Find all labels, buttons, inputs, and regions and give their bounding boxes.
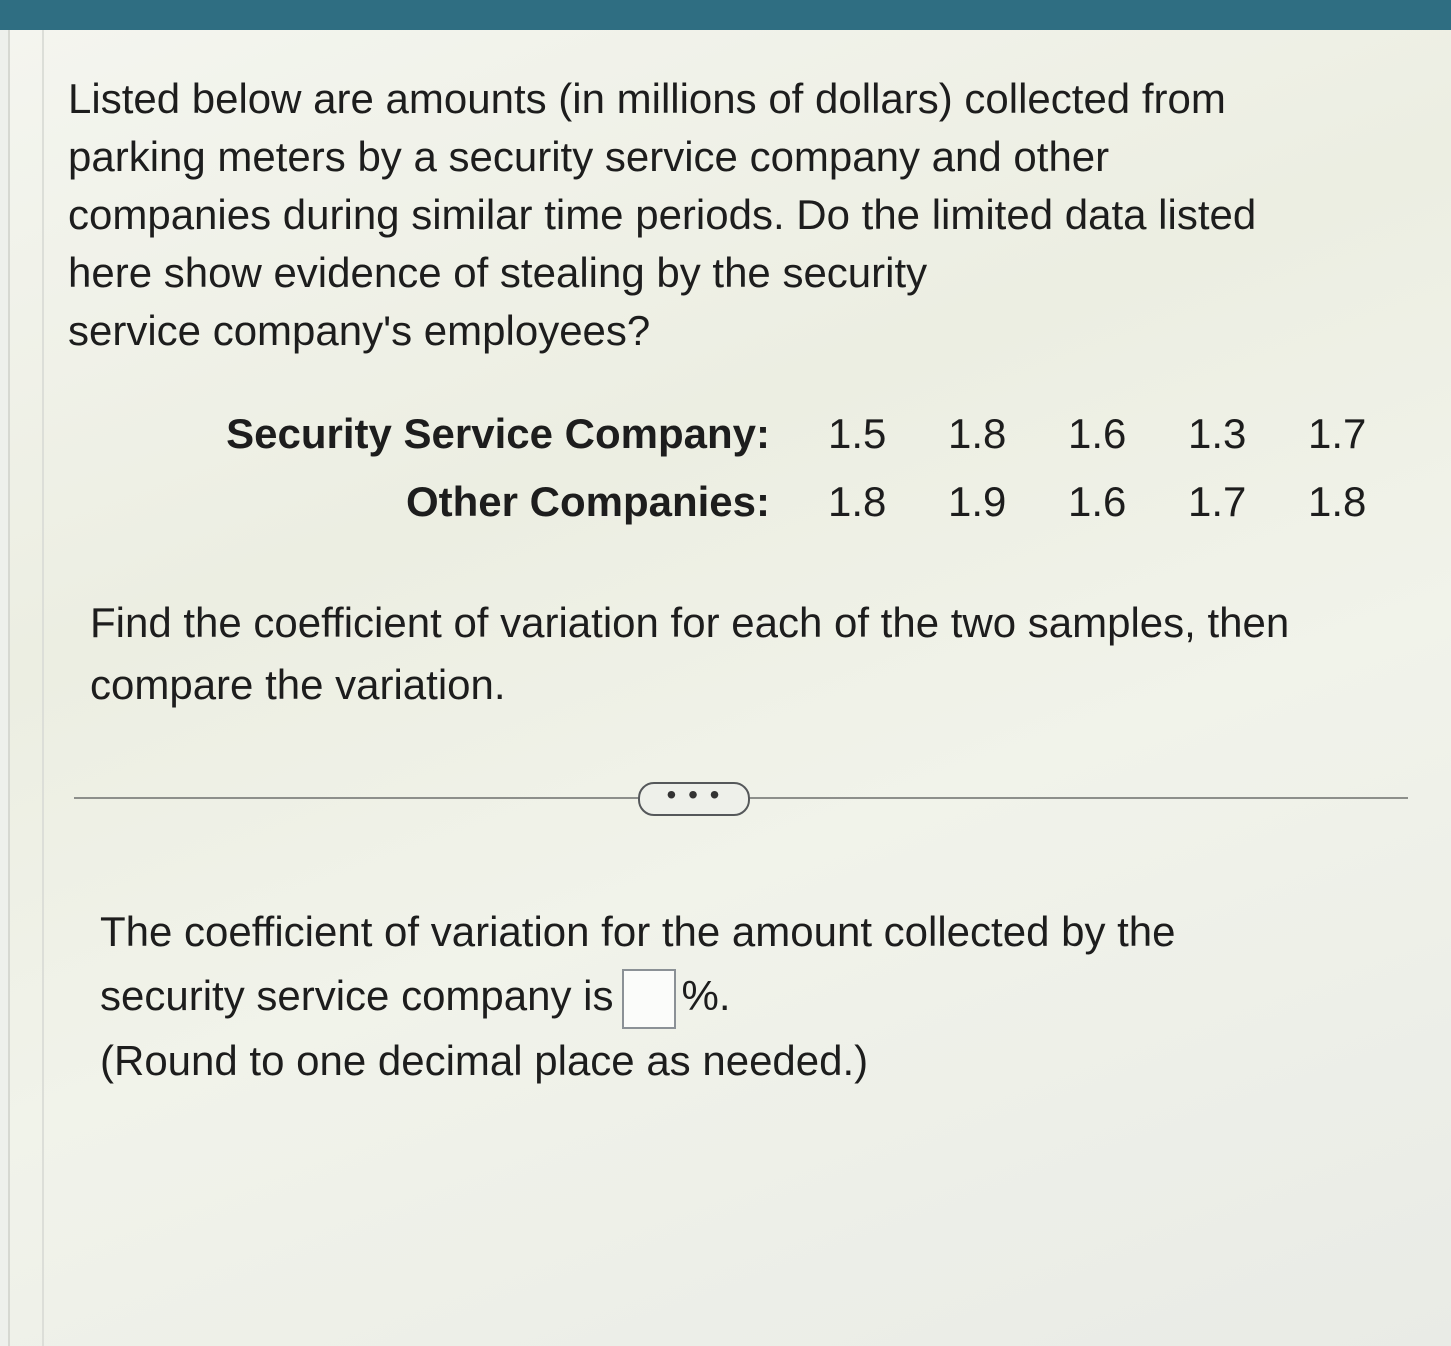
answer-text-line — [100, 964, 1400, 1029]
data-value: 1.6 — [1068, 478, 1127, 525]
prompt-line: companies during similar time periods. Do the limited data listed — [68, 191, 1257, 238]
question-prompt — [68, 70, 1388, 360]
data-value: 1.7 — [1308, 410, 1367, 457]
row-label-security: Security Service Company: — [226, 410, 770, 457]
cv-answer-input[interactable] — [622, 969, 676, 1029]
prompt-line: parking meters by a security service company and other — [68, 133, 1110, 180]
table-row-other — [170, 468, 1428, 536]
prompt-line: Listed below are amounts (in millions of dollars) collected from — [68, 75, 1226, 122]
answer-section — [100, 900, 1400, 1093]
rounding-note: (Round to one decimal place as needed.) — [100, 1036, 869, 1084]
data-value: 1.8 — [1308, 478, 1367, 525]
data-value: 1.6 — [1068, 410, 1127, 457]
top-bar — [0, 0, 1451, 30]
prompt-line: service company's employees? — [68, 307, 651, 354]
table-row-security — [170, 400, 1428, 468]
data-value: 1.7 — [1188, 478, 1247, 525]
data-value: 1.9 — [948, 478, 1007, 525]
row-label-other: Other Companies: — [405, 478, 770, 525]
percent-suffix: %. — [681, 972, 731, 1019]
data-table — [170, 400, 1428, 536]
prompt-line: here show evidence of stealing by the security — [68, 249, 928, 296]
data-value: 1.8 — [828, 478, 887, 525]
data-value: 1.5 — [828, 410, 887, 457]
answer-prefix: security service company is — [100, 972, 614, 1019]
instruction-line: compare the variation. — [90, 661, 506, 708]
more-options-button[interactable] — [638, 779, 750, 816]
data-value: 1.3 — [1188, 410, 1247, 457]
panel-border-line — [42, 30, 44, 1346]
ellipsis-icon: • • • — [666, 779, 722, 810]
instruction-line: Find the coefficient of variation for each of the two samples, then — [90, 599, 1290, 646]
question-instruction — [90, 592, 1410, 716]
data-value: 1.8 — [948, 410, 1007, 457]
answer-text-line: The coefficient of variation for the amount collected by the — [100, 908, 1176, 955]
